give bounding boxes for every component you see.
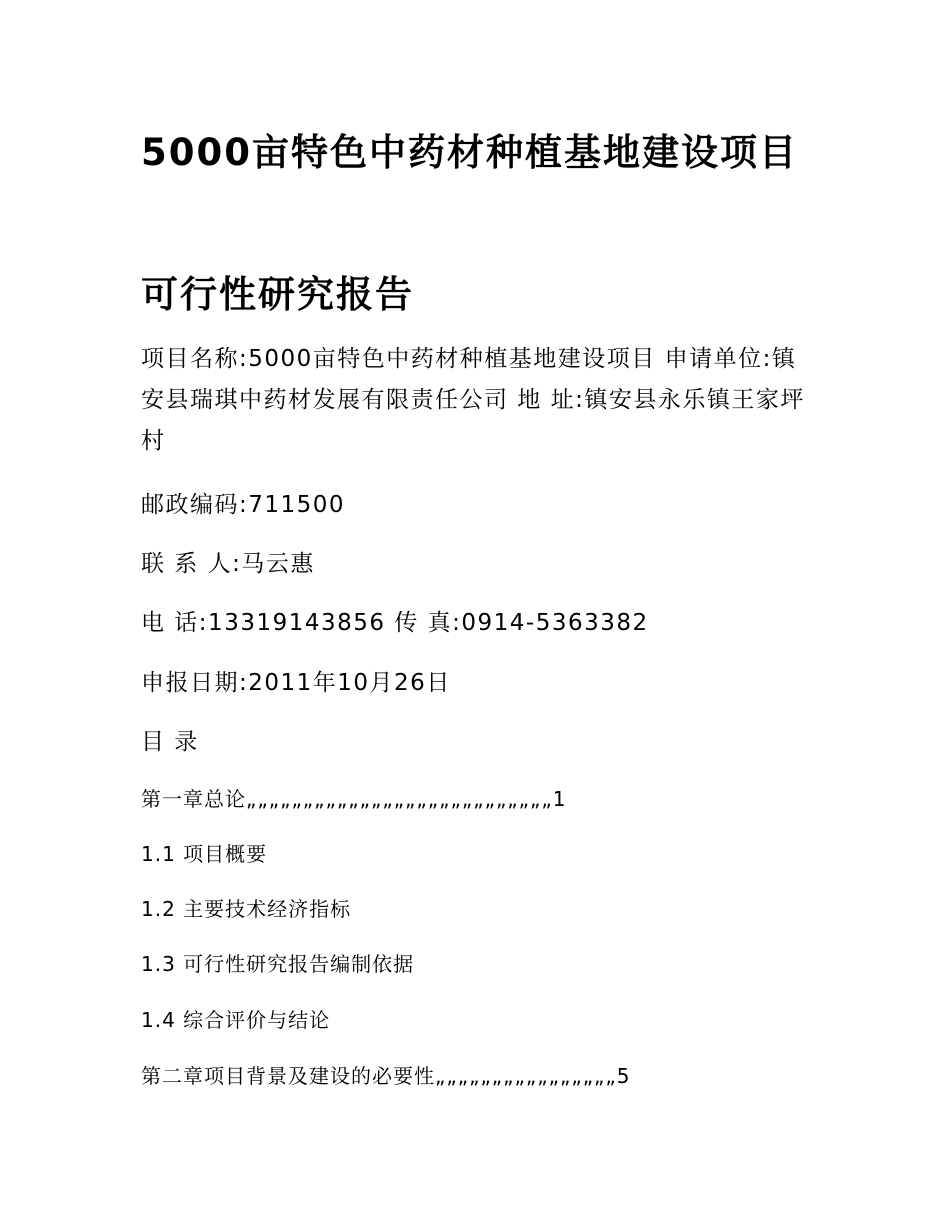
toc-chapter-title: 总论 [204, 787, 246, 811]
toc-leader-dots: „„„„„„„„„„„„„„„„„„„„„„„„„„„ [246, 787, 553, 811]
toc-page-number: 5 [616, 1064, 631, 1088]
toc-chapter-label: 第二章 [141, 1064, 204, 1088]
toc-entry-1-1: 1.1 项目概要 [141, 842, 268, 866]
phone-fax: 电 话:13319143856 传 真:0914-5363382 [141, 610, 649, 636]
title-line-1: 5000亩特色中药材种植基地建设项目 [141, 131, 798, 174]
toc-entry-1-3: 1.3 可行性研究报告编制依据 [141, 952, 415, 976]
title-line-2: 可行性研究报告 [141, 273, 414, 316]
toc-entry-chapter-2 [141, 1060, 631, 1089]
toc-leader-dots: „„„„„„„„„„„„„„„„ [435, 1064, 617, 1088]
toc-chapter-label: 第一章 [141, 787, 204, 811]
toc-chapter-title: 项目背景及建设的必要性 [204, 1064, 435, 1088]
toc-entry-1-4: 1.4 综合评价与结论 [141, 1008, 331, 1032]
toc-heading: 目 录 [141, 729, 199, 755]
toc-page-number: 1 [552, 787, 567, 811]
project-info: 项目名称:5000亩特色中药材种植基地建设项目 申请单位:镇安县瑞琪中药材发展有限责任公司 地 址:镇安县永乐镇王家坪村 [141, 346, 805, 454]
toc-entry-chapter-1 [141, 783, 567, 812]
contact-person: 联 系 人:马云惠 [141, 551, 315, 577]
postal-code: 邮政编码:711500 [141, 492, 346, 518]
report-date: 申报日期:2011年10月26日 [141, 670, 451, 696]
toc-entry-1-2: 1.2 主要技术经济指标 [141, 897, 352, 921]
